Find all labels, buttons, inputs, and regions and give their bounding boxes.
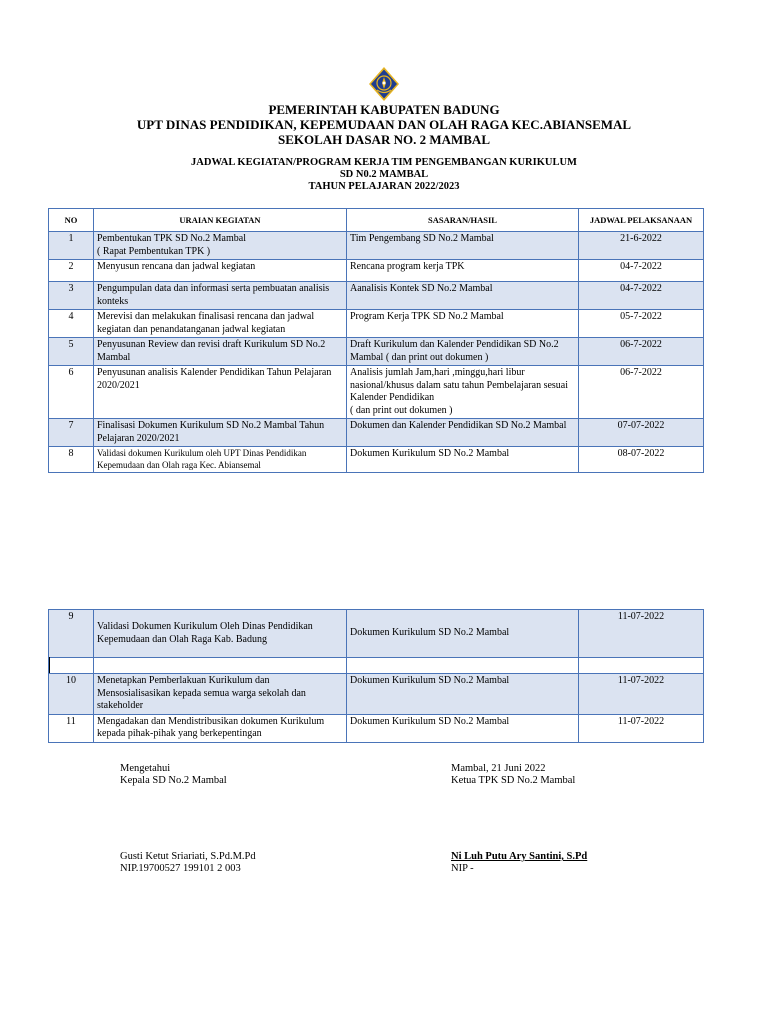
table-row (49, 260, 704, 282)
cell-empty (347, 658, 579, 674)
cell-no: 8 (49, 447, 94, 473)
cell-jadwal: 11-07-2022 (579, 610, 704, 658)
cell-no: 10 (49, 674, 94, 715)
cell-sasaran: Program Kerja TPK SD No.2 Mambal (347, 310, 579, 338)
cell-no: 3 (49, 282, 94, 310)
cell-sasaran: Analisis jumlah Jam,hari ,minggu,hari libur nasional/khusus dalam satu tahun Pembelajaran sesuai Kalender Pendidikan ( dan print out dokumen ) (347, 366, 579, 419)
badung-regency-emblem (366, 66, 402, 102)
table-row (49, 714, 704, 742)
cell-uraian: Menyusun rencana dan jadwal kegiatan (94, 260, 347, 282)
table-row (49, 310, 704, 338)
cell-no: 5 (49, 338, 94, 366)
cell-sasaran: Draft Kurikulum dan Kalender Pendidikan SD No.2 Mambal ( dan print out dokumen ) (347, 338, 579, 366)
cell-no: 7 (49, 419, 94, 447)
header-government: PEMERINTAH KABUPATEN BADUNG (268, 102, 500, 117)
table-row (49, 282, 704, 310)
cell-uraian: Mengadakan dan Mendistribusikan dokumen Kurikulum kepada pihak-pihak yang berkepentingan (94, 714, 347, 742)
cell-uraian: Finalisasi Dokumen Kurikulum SD No.2 Mambal Tahun Pelajaran 2020/2021 (94, 419, 347, 447)
cell-jadwal: 04-7-2022 (579, 282, 704, 310)
col-header-sasaran: SASARAN/HASIL (347, 209, 579, 232)
table-row (49, 447, 704, 473)
cell-uraian: Penyusunan Review dan revisi draft Kurikulum SD No.2 Mambal (94, 338, 347, 366)
table-row (49, 366, 704, 419)
header-department: UPT DINAS PENDIDIKAN, KEPEMUDAAN DAN OLAH RAGA KEC.ABIANSEMAL (136, 117, 632, 132)
col-header-no: NO (49, 209, 94, 232)
cell-jadwal: 07-07-2022 (579, 419, 704, 447)
doc-subtitle-school: SD N0.2 MAMBAL (339, 169, 429, 180)
doc-subtitle-year: TAHUN PELAJARAN 2022/2023 (308, 181, 460, 192)
cell-uraian: Pembentukan TPK SD No.2 Mambal ( Rapat Pembentukan TPK ) (94, 232, 347, 260)
schedule-table-continued (48, 609, 704, 743)
cell-jadwal: 11-07-2022 (579, 674, 704, 715)
sig-right-name: Ni Luh Putu Ary Santini, S.Pd (451, 851, 588, 862)
sig-left-name: Gusti Ketut Sriariati, S.Pd.M.Pd (120, 851, 256, 862)
sig-right-title: Ketua TPK SD No.2 Mambal (451, 775, 576, 786)
table-row (49, 674, 704, 715)
cell-sasaran: Dokumen Kurikulum SD No.2 Mambal (347, 610, 579, 658)
cell-no: 2 (49, 260, 94, 282)
cell-uraian: Validasi dokumen Kurikulum oleh UPT Dinas Pendidikan Kepemudaan dan Olah raga Kec. Abiansemal (94, 447, 347, 473)
cell-no: 9 (49, 610, 94, 658)
cell-uraian: Penyusunan analisis Kalender Pendidikan Tahun Pelajaran 2020/2021 (94, 366, 347, 419)
cell-sasaran: Dokumen Kurikulum SD No.2 Mambal (347, 714, 579, 742)
cell-no: 4 (49, 310, 94, 338)
schedule-table (48, 208, 704, 473)
cell-no: 11 (49, 714, 94, 742)
cell-empty (49, 658, 94, 674)
table-row (49, 610, 704, 658)
cell-no: 1 (49, 232, 94, 260)
cell-jadwal: 05-7-2022 (579, 310, 704, 338)
table-row (49, 419, 704, 447)
col-header-jadwal: JADWAL PELAKSANAAN (579, 209, 704, 232)
doc-title: JADWAL KEGIATAN/PROGRAM KERJA TIM PENGEMBANGAN KURIKULUM (191, 157, 577, 168)
cell-jadwal: 06-7-2022 (579, 366, 704, 419)
text-cursor (49, 657, 50, 673)
cell-jadwal: 21-6-2022 (579, 232, 704, 260)
table-header-row (49, 209, 704, 232)
cell-jadwal: 08-07-2022 (579, 447, 704, 473)
table-row (49, 338, 704, 366)
sig-left-title: Kepala SD No.2 Mambal (120, 775, 227, 786)
cell-uraian: Merevisi dan melakukan finalisasi rencana dan jadwal kegiatan dan penandatanganan jadwal kegiatan (94, 310, 347, 338)
cell-sasaran: Rencana program kerja TPK (347, 260, 579, 282)
sig-left-acknowledge: Mengetahui (120, 763, 171, 774)
cell-sasaran: Dokumen Kurikulum SD No.2 Mambal (347, 674, 579, 715)
cell-no: 6 (49, 366, 94, 419)
cell-jadwal: 06-7-2022 (579, 338, 704, 366)
header-school: SEKOLAH DASAR NO. 2 MAMBAL (278, 132, 490, 147)
cell-uraian: Validasi Dokumen Kurikulum Oleh Dinas Pendidikan Kepemudaan dan Olah Raga Kab. Badung (94, 610, 347, 658)
cell-jadwal: 11-07-2022 (579, 714, 704, 742)
cell-sasaran: Aanalisis Kontek SD No.2 Mambal (347, 282, 579, 310)
sig-right-date: Mambal, 21 Juni 2022 (451, 763, 546, 774)
cell-uraian: Pengumpulan data dan informasi serta pembuatan analisis konteks (94, 282, 347, 310)
col-header-uraian: URAIAN KEGIATAN (94, 209, 347, 232)
cell-empty (94, 658, 347, 674)
table-row (49, 232, 704, 260)
cell-sasaran: Dokumen dan Kalender Pendidikan SD No.2 Mambal (347, 419, 579, 447)
cell-sasaran: Dokumen Kurikulum SD No.2 Mambal (347, 447, 579, 473)
cell-uraian: Menetapkan Pemberlakuan Kurikulum dan Mensosialisasikan kepada semua warga sekolah dan stakeholder (94, 674, 347, 715)
cell-sasaran: Tim Pengembang SD No.2 Mambal (347, 232, 579, 260)
sig-right-nip: NIP - (451, 863, 474, 874)
sig-left-nip: NIP.19700527 199101 2 003 (120, 863, 241, 874)
table-row-empty (49, 658, 704, 674)
cell-empty (579, 658, 704, 674)
cell-jadwal: 04-7-2022 (579, 260, 704, 282)
